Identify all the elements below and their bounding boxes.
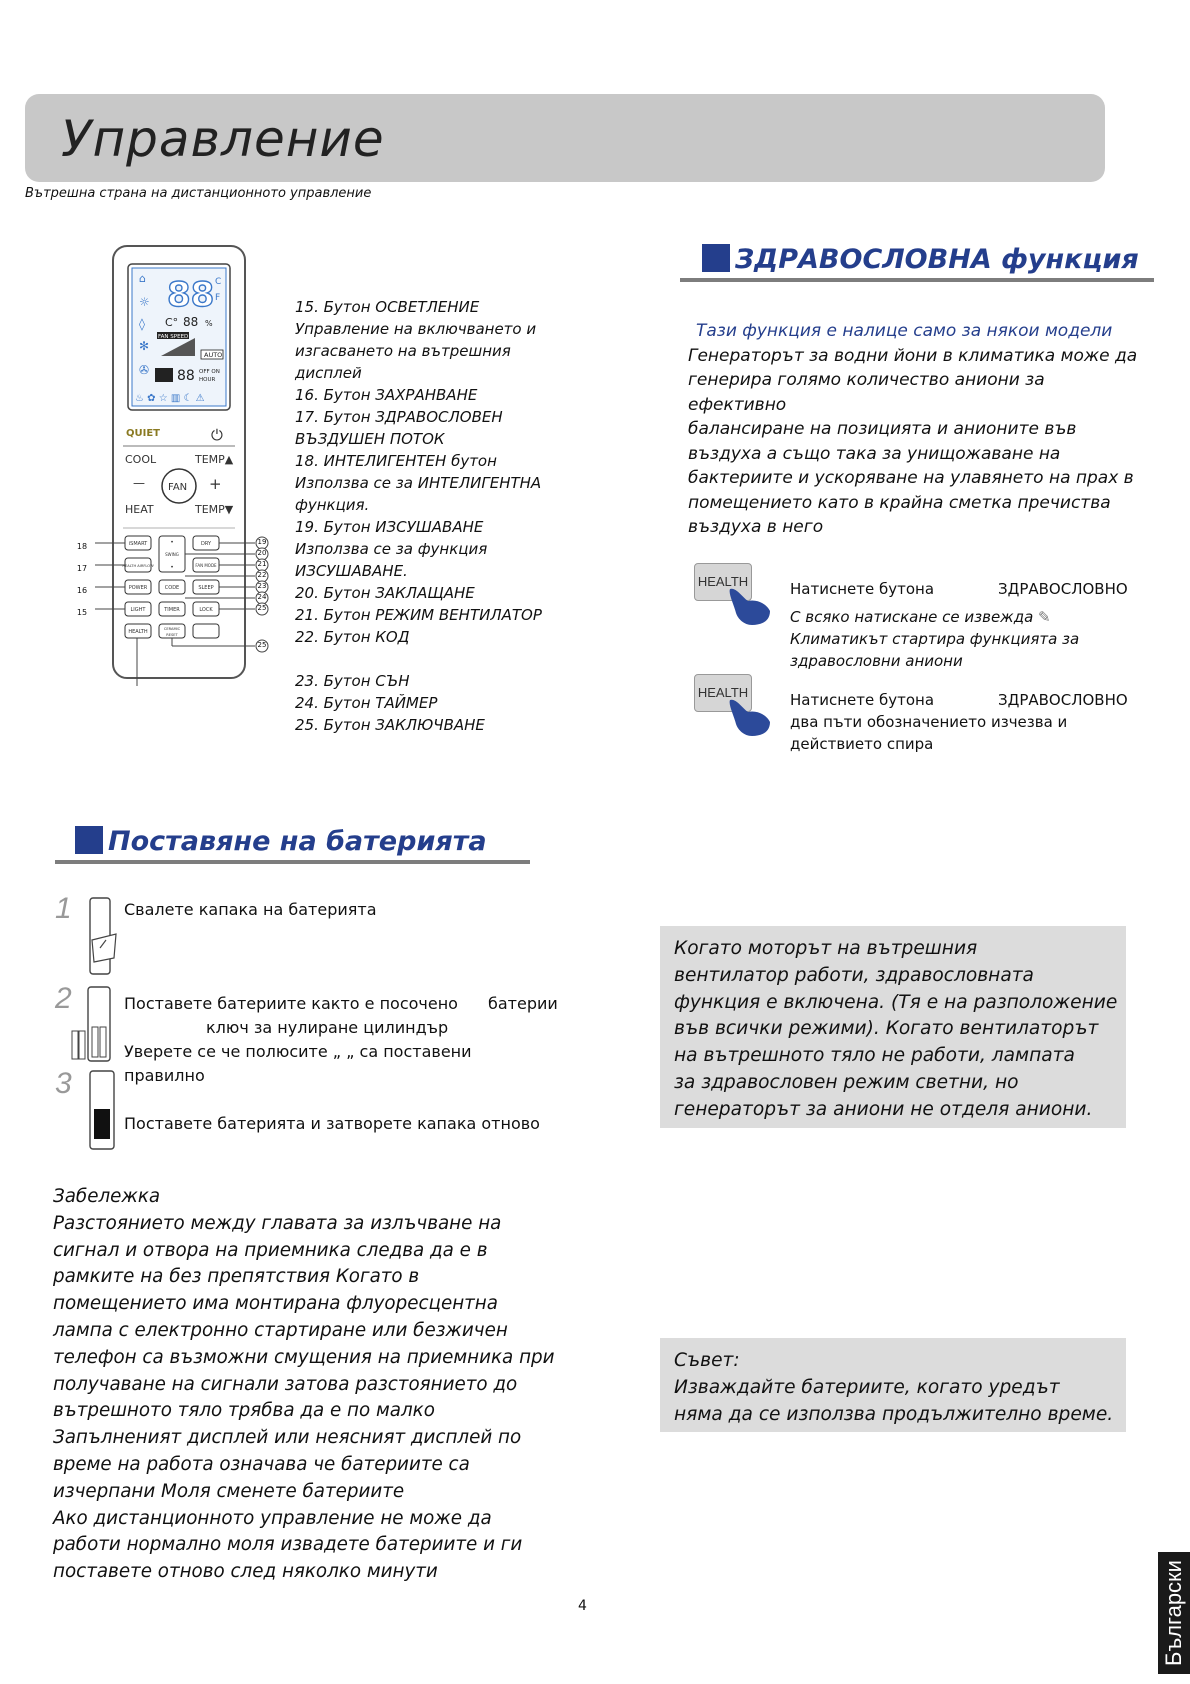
health-step2-line: действието спира — [790, 735, 934, 753]
temp-up-label: TEMP▲ — [195, 453, 234, 466]
sun-icon: ☼ — [139, 295, 150, 309]
note-block — [53, 1184, 573, 1586]
language-tab-label: Български — [1161, 1560, 1186, 1666]
legend-line: Използва се за функция — [295, 540, 488, 558]
tip-line: няма да се използва продължително време. — [674, 1403, 1114, 1425]
health-intro-line: балансиране на позицията и анионите във — [688, 419, 1077, 439]
health-intro — [688, 319, 1148, 540]
health-intro-line: бактериите и ускоряване на улавянето на прах в — [688, 468, 1134, 488]
legend-line: 20. Бутон ЗАКЛАЩАНЕ — [295, 584, 475, 602]
lock-label: LOCK — [199, 607, 213, 613]
note-title: Забележка — [53, 1186, 161, 1207]
note-line: Ако дистанционното управление не може да — [53, 1507, 492, 1529]
callout-16: 16 — [76, 586, 88, 595]
battery-heading-rule — [55, 860, 530, 864]
timer-label: TIMER — [164, 607, 180, 613]
health-step-1 — [790, 578, 1130, 672]
health-label: HEALTH — [128, 629, 148, 635]
legend-line: 25. Бутон ЗАКЛЮЧВАНЕ — [295, 716, 485, 734]
code-label: CODE — [164, 585, 180, 591]
display-mini-deg: C° — [165, 316, 179, 329]
legend-line: 21. Бутон РЕЖИМ ВЕНТИЛАТОР — [295, 606, 542, 624]
battery-step-2-polarity: Уверете се че полюсите „ „ са поставени — [124, 1042, 472, 1061]
battery-heading-square — [75, 826, 103, 854]
remote-icon-wifi: ⌂ — [139, 272, 146, 285]
battery-step-2-reset: ключ за нулиране цилиндър — [206, 1018, 449, 1037]
callouts-right — [255, 537, 269, 651]
swing-label: SWING — [165, 552, 179, 557]
language-tab — [1158, 1552, 1190, 1674]
button-legend — [295, 296, 575, 736]
display-mini-pct: % — [205, 319, 213, 328]
legend-line: 19. Бутон ИЗСУШАВАНЕ — [295, 518, 484, 536]
display-auto: AUTO — [204, 351, 223, 359]
legend-line: Използва се за ИНТЕЛИГЕНТНА — [295, 474, 542, 492]
health-step1-line: здравословни аниони — [790, 652, 963, 670]
health-button-graphic: HEALTH — [694, 563, 752, 601]
legend-line: 23. Бутон СЪН — [295, 672, 410, 690]
callout-20: 20 — [257, 549, 267, 557]
legend-line: ВЪЗДУШЕН ПОТОК — [295, 430, 445, 448]
callout-18: 18 — [76, 542, 88, 551]
note-line: време на работа означава че батериите са — [53, 1453, 470, 1475]
dry-label: DRY — [200, 541, 212, 547]
callout-22: 22 — [257, 571, 267, 579]
note-line: лампа с електронно стартиране или безжичен — [53, 1319, 508, 1341]
display-off-on: OFF ON — [199, 369, 220, 375]
battery-tip-box — [660, 1338, 1126, 1432]
legend-line: 18. ИНТЕЛИГЕНТЕН бутон — [295, 452, 497, 470]
display-hour: HOUR — [199, 377, 216, 383]
display-mini-num: 88 — [183, 315, 199, 329]
battery-step-2-batteries: батерии — [488, 994, 558, 1013]
fan-button-label: FAN — [168, 482, 188, 493]
drop-icon: ◊ — [139, 317, 145, 331]
display-bottom-icons: ♨ ✿ ☆ ▥ ☾ ⚠ — [135, 393, 205, 404]
callout-17: 17 — [76, 564, 88, 573]
legend-line: 15. Бутон ОСВЕТЛЕНИЕ — [295, 298, 480, 316]
hand-pointer-icon — [726, 583, 774, 627]
health-intro-line: генерира голямо количество аниони за ефективно — [688, 370, 1045, 415]
power-icon: ⏻ — [211, 426, 223, 444]
note-line: рамките на без препятствия Когато в — [53, 1266, 420, 1288]
health-step1-line: Климатикът стартира функцията за — [790, 630, 1080, 648]
legend-line: функция. — [295, 496, 370, 514]
legend-line: 16. Бутон ЗАХРАНВАНЕ — [295, 386, 478, 404]
callout-23: 23 — [257, 582, 267, 590]
callout-21: 21 — [257, 560, 267, 568]
health-heading-rule — [680, 278, 1154, 282]
battery-step-number: 2 — [55, 982, 72, 1015]
health-motor-info-box — [660, 926, 1126, 1128]
callout-25b: 25 — [257, 641, 267, 649]
display-unit-c: C — [215, 277, 222, 287]
page-number: 4 — [578, 1598, 587, 1614]
reset-label: RESET — [166, 633, 178, 637]
note-line: телефон са възможни смущения на приемника при — [53, 1346, 555, 1368]
note-line: сигнал и отвора на приемника следва да е в — [53, 1239, 488, 1261]
callouts-left — [72, 536, 92, 624]
callout-19: 19 — [257, 538, 267, 546]
power-label: POWER — [128, 585, 148, 591]
blank-button — [193, 624, 219, 638]
battery-heading: Поставяне на батерията — [108, 826, 487, 857]
health-intro-line: въздуха в него — [688, 517, 824, 537]
health-heading-square — [702, 244, 730, 272]
title-bar — [25, 94, 1105, 182]
timer-digits: 88 — [177, 368, 195, 384]
ismart-label: iSMART — [128, 541, 148, 547]
legend-line: 24. Бутон ТАЙМЕР — [295, 694, 438, 712]
brand-logo: QUIET — [126, 428, 160, 439]
leaf-icon: ✎ — [1038, 608, 1051, 626]
health-step1-press: Натиснете бутона — [790, 580, 935, 598]
fan-icon: ✇ — [139, 363, 150, 377]
note-line: Запълненият дисплей или неясният дисплей по — [53, 1427, 522, 1449]
battery-step-2-text: Поставете батериите както е посочено — [124, 994, 458, 1013]
tip-title: Съвет: — [674, 1350, 740, 1371]
heat-label: HEAT — [125, 503, 154, 516]
note-line: вътрешното тяло трябва да е по малко — [53, 1400, 435, 1422]
motor-box-line: за здравословен режим светни, но — [674, 1071, 1019, 1093]
health-intro-line: Генераторът за водни йони в климатика може да — [688, 345, 1138, 366]
motor-box-line: генераторът за аниони не отделя аниони. — [674, 1098, 1093, 1120]
legend-line — [295, 648, 575, 670]
health-intro-line: помещението като в крайна сметка пречиства — [688, 492, 1111, 513]
legend-line: Управление на включването и — [295, 320, 537, 338]
health-step-2 — [790, 689, 1130, 755]
battery-cover-close-icon — [86, 1069, 120, 1151]
light-label: LIGHT — [130, 607, 146, 613]
page-subtitle: Вътрешна страна на дистанционното управление — [25, 186, 372, 201]
snow-icon: ✻ — [139, 339, 150, 353]
callout-25: 25 — [257, 604, 267, 612]
motor-box-line: вентилатор работи, здравословната — [674, 964, 1034, 986]
note-line: Разстоянието между главата за излъчване на — [53, 1212, 502, 1234]
svg-text:•: • — [170, 539, 174, 546]
motor-box-line: Когато моторът на вътрешния — [674, 938, 978, 959]
sleep-label: SLEEP — [198, 585, 214, 591]
display-fan-speed: FAN SPEED — [158, 334, 189, 340]
tip-line: Изваждайте батериите, когато уредът — [674, 1376, 1060, 1398]
temp-down-label: TEMP▼ — [195, 503, 234, 516]
plus-sign: + — [209, 475, 222, 493]
display-big-digits: 88 — [167, 275, 215, 315]
motor-box-line: функция е включена. (Тя е на разположение — [674, 991, 1118, 1013]
minus-sign: — — [133, 476, 145, 490]
health-press-illustration-2 — [694, 674, 776, 742]
callout-15: 15 — [76, 608, 88, 617]
health-step1-button-name: ЗДРАВОСЛОВНО — [998, 580, 1128, 598]
legend-line: ИЗСУШАВАНЕ. — [295, 562, 408, 580]
health-heading: ЗДРАВОСЛОВНА функция — [735, 244, 1139, 275]
health-press-illustration-1 — [694, 563, 776, 631]
legend-line: дисплей — [295, 364, 362, 382]
note-line: работи нормално моля извадете батериите и ги — [53, 1534, 523, 1556]
legend-line: 22. Бутон КОД — [295, 628, 410, 646]
battery-step-1-text: Свалете капака на батерията — [124, 900, 377, 919]
battery-step-number: 1 — [55, 892, 72, 925]
legend-line: 17. Бутон ЗДРАВОСЛОВЕН — [295, 408, 503, 426]
battery-step-3-text: Поставете батерията и затворете капака отново — [124, 1114, 540, 1133]
ceramic-label: CERAMIC — [163, 627, 181, 631]
battery-insertion-icon — [70, 985, 124, 1063]
callout-24: 24 — [257, 593, 267, 601]
legend-line: изгасването на вътрешния — [295, 342, 511, 360]
health-intro-line: въздуха а също така за унищожаване на — [688, 443, 1061, 464]
health-button-graphic: HEALTH — [694, 674, 752, 712]
motor-box-line: във всички режими). Когато вентилаторът — [674, 1018, 1099, 1040]
note-line: помещението има монтирана флуоресцентна — [53, 1293, 498, 1315]
health-step2-line: два пъти обозначението изчезва и — [790, 713, 1068, 731]
page-title: Управление — [61, 110, 385, 168]
svg-text:•: • — [170, 564, 174, 571]
hand-pointer-icon — [726, 694, 774, 738]
health-intro-note: Тази функция е налице само за някои модели — [696, 321, 1113, 341]
health-airflow-label: HEALTH AIRFLOW — [122, 564, 154, 568]
health-step2-button-name: ЗДРАВОСЛОВНО — [998, 691, 1128, 709]
health-step1-indicator: С всяко натискане се извежда — [790, 608, 1034, 626]
motor-box-line: на вътрешното тяло не работи, лампата — [674, 1045, 1075, 1067]
cool-label: COOL — [125, 453, 157, 466]
note-line: изчерпани Моля сменете батериите — [53, 1480, 405, 1502]
battery-cover-removal-icon — [86, 896, 122, 978]
note-line: поставете отново след няколко минути — [53, 1561, 438, 1583]
battery-step-2-correct: правилно — [124, 1066, 205, 1085]
display-unit-f: F — [215, 293, 221, 303]
battery-step-number: 3 — [55, 1067, 72, 1100]
fan-mode-label: FAN MODE — [195, 563, 217, 568]
health-step2-press: Натиснете бутона — [790, 691, 935, 709]
note-line: получаване на сигнали затова разстоянието до — [53, 1373, 518, 1395]
